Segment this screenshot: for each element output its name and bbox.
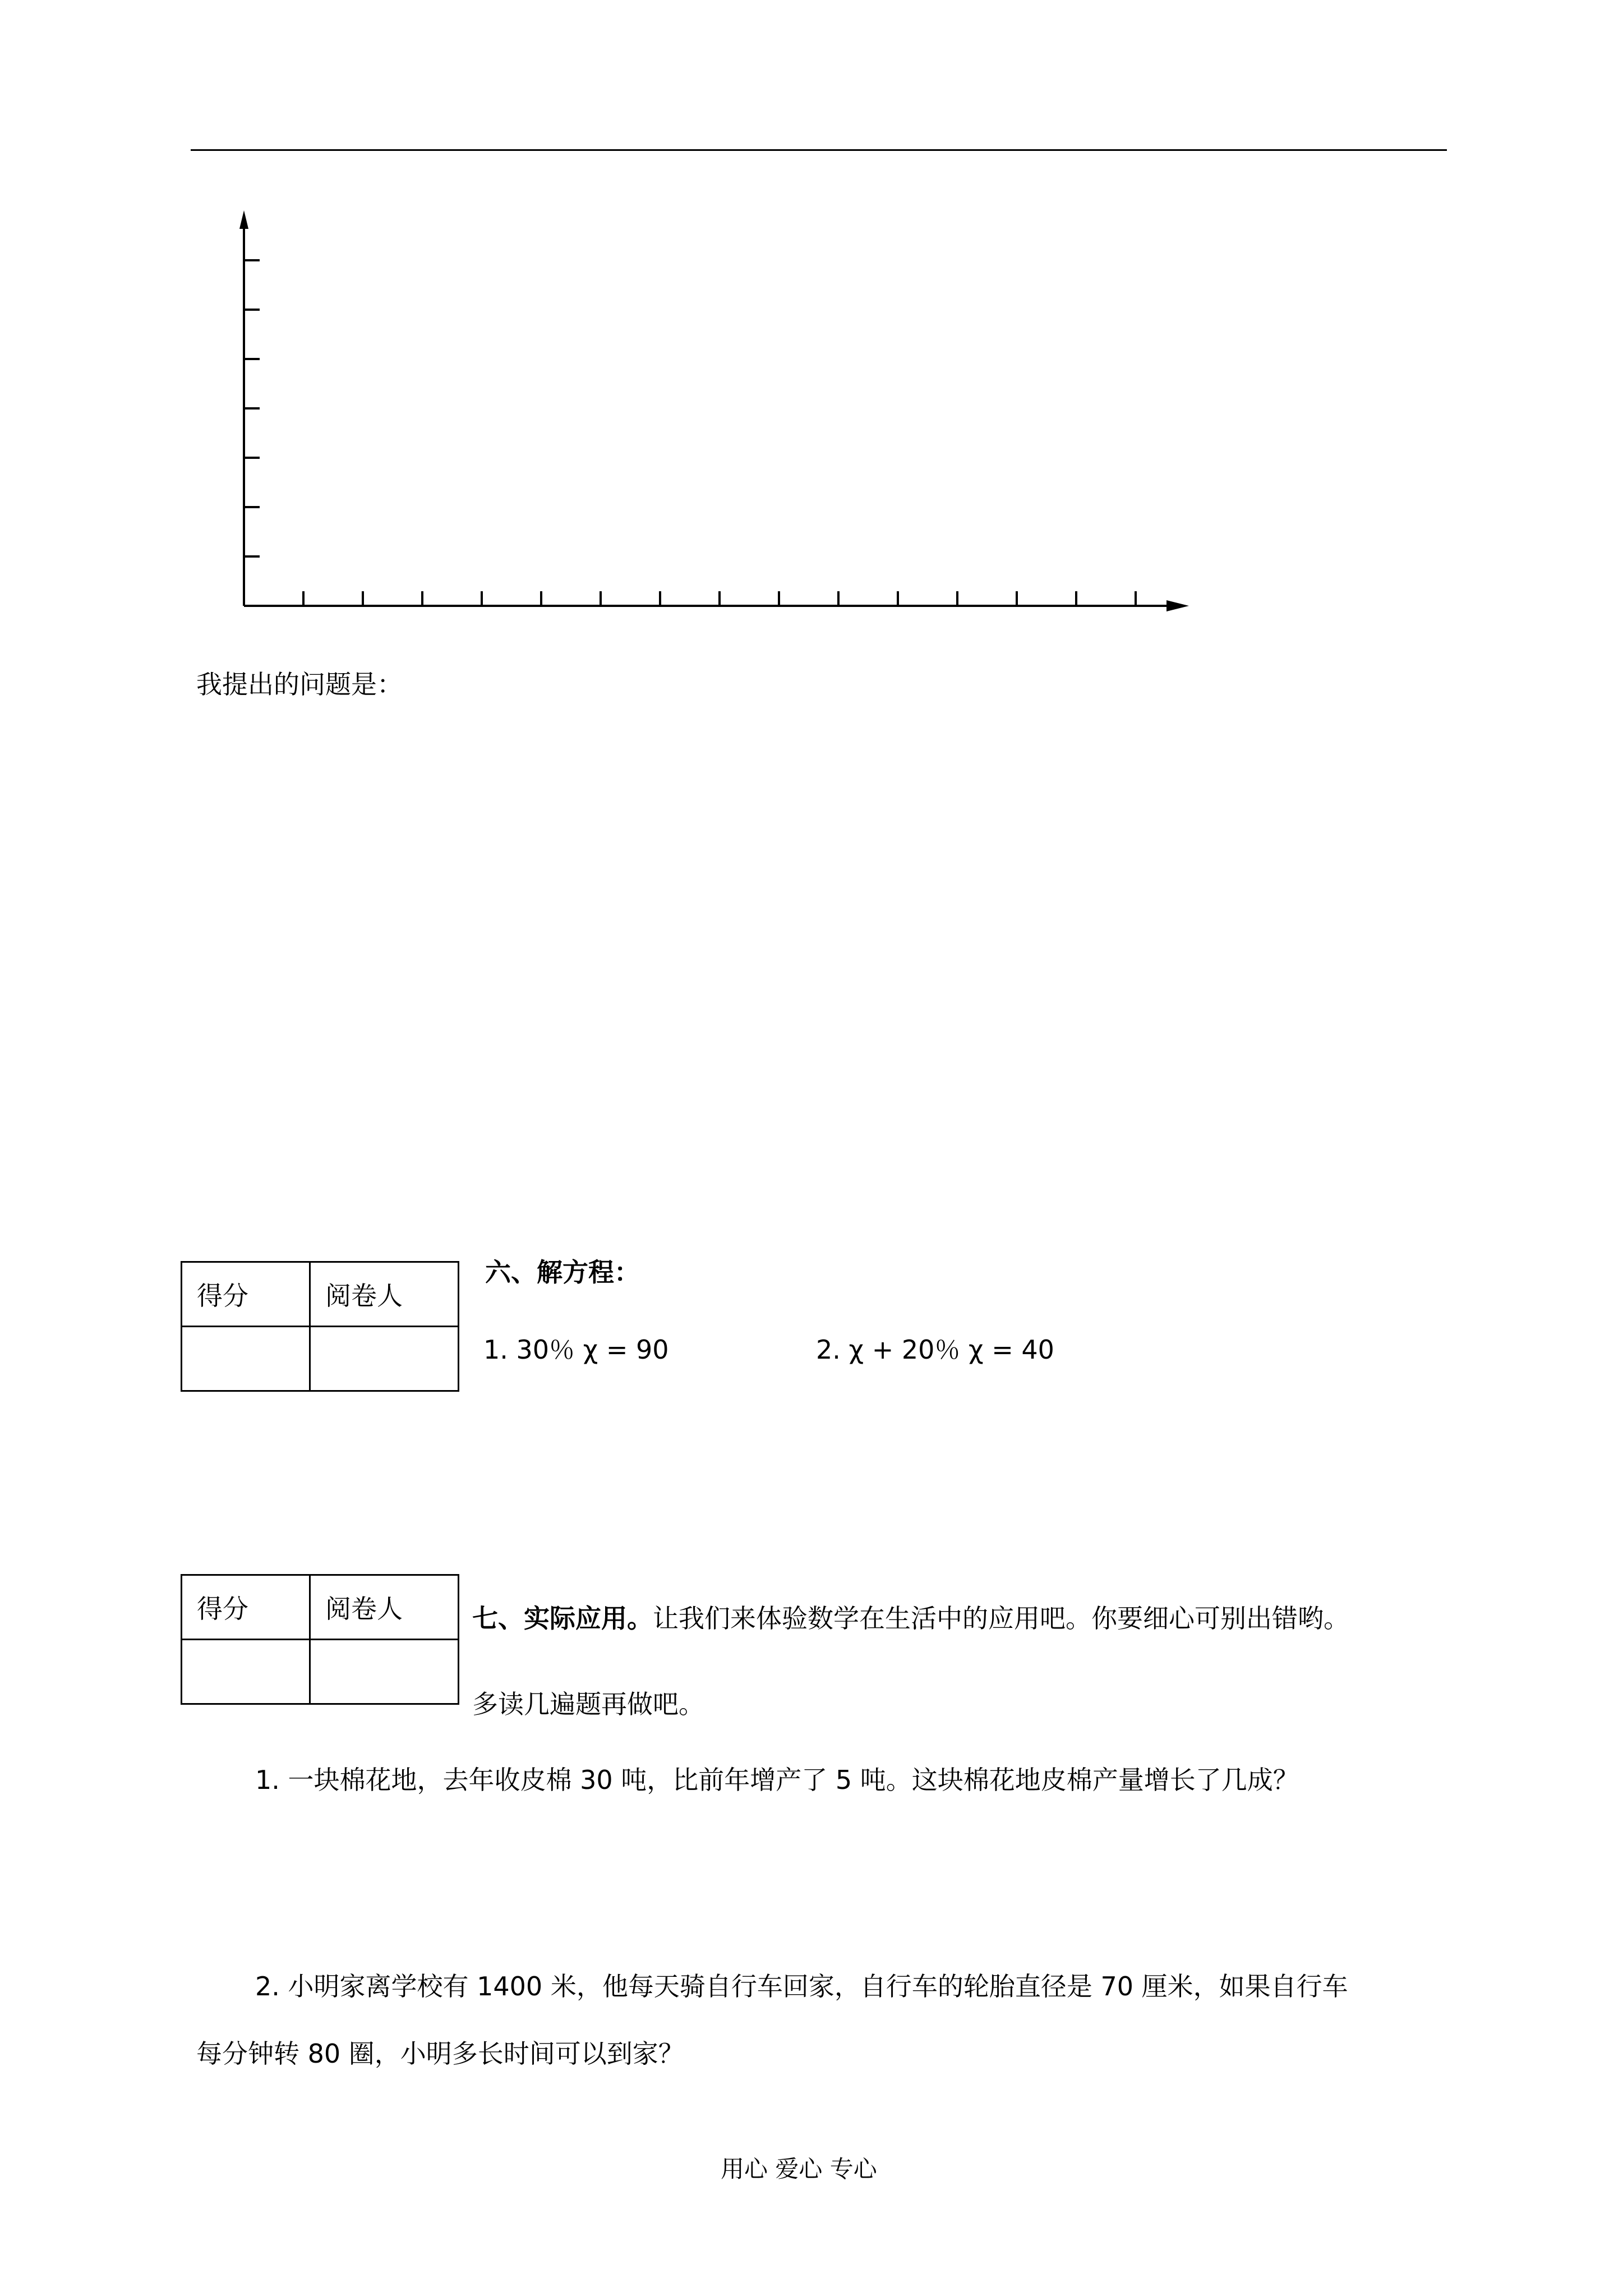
score-table-section6 [181,1261,459,1392]
page-footer: 用心 爱心 专心 [721,2155,877,2183]
score-cell[interactable] [182,1327,310,1391]
section7-title-rest: 让我们来体验数学在生活中的应用吧。你要细心可别出错哟。 [653,1603,1349,1634]
blank-coordinate-graph [213,208,1200,623]
score-cell[interactable] [182,1640,310,1704]
equation-1: 1. 30％ χ = 90 [483,1335,669,1365]
question-prompt: 我提出的问题是： [196,669,403,700]
grader-header: 阅卷人 [310,1262,459,1327]
y-axis-arrow [239,210,248,229]
section7-title-line2: 多读几遍题再做吧。 [472,1689,704,1719]
question-2-line1: 2. 小明家离学校有 1400 米，他每天骑自行车回家，自行车的轮胎直径是 70 厘米，如果自行车 [255,1971,1348,2001]
question-1: 1. 一块棉花地，去年收皮棉 30 吨，比前年增产了 5 吨。这块棉花地皮棉产量增长了几成？ [255,1765,1299,1795]
x-axis-arrow [1166,600,1189,611]
score-header: 得分 [182,1575,310,1640]
score-table-section7 [181,1574,459,1705]
score-header: 得分 [182,1262,310,1327]
header-rule [191,149,1447,151]
section7-title-bold: 七、实际应用。 [472,1603,653,1634]
section6-title: 六、解方程： [485,1257,640,1287]
question-2-line2: 每分钟转 80 圈，小明多长时间可以到家？ [196,2039,684,2069]
grader-cell[interactable] [310,1640,459,1704]
grader-header: 阅卷人 [310,1575,459,1640]
grader-cell[interactable] [310,1327,459,1391]
section7-title [472,1603,1349,1634]
equation-2: 2. χ + 20％ χ = 40 [816,1335,1054,1365]
